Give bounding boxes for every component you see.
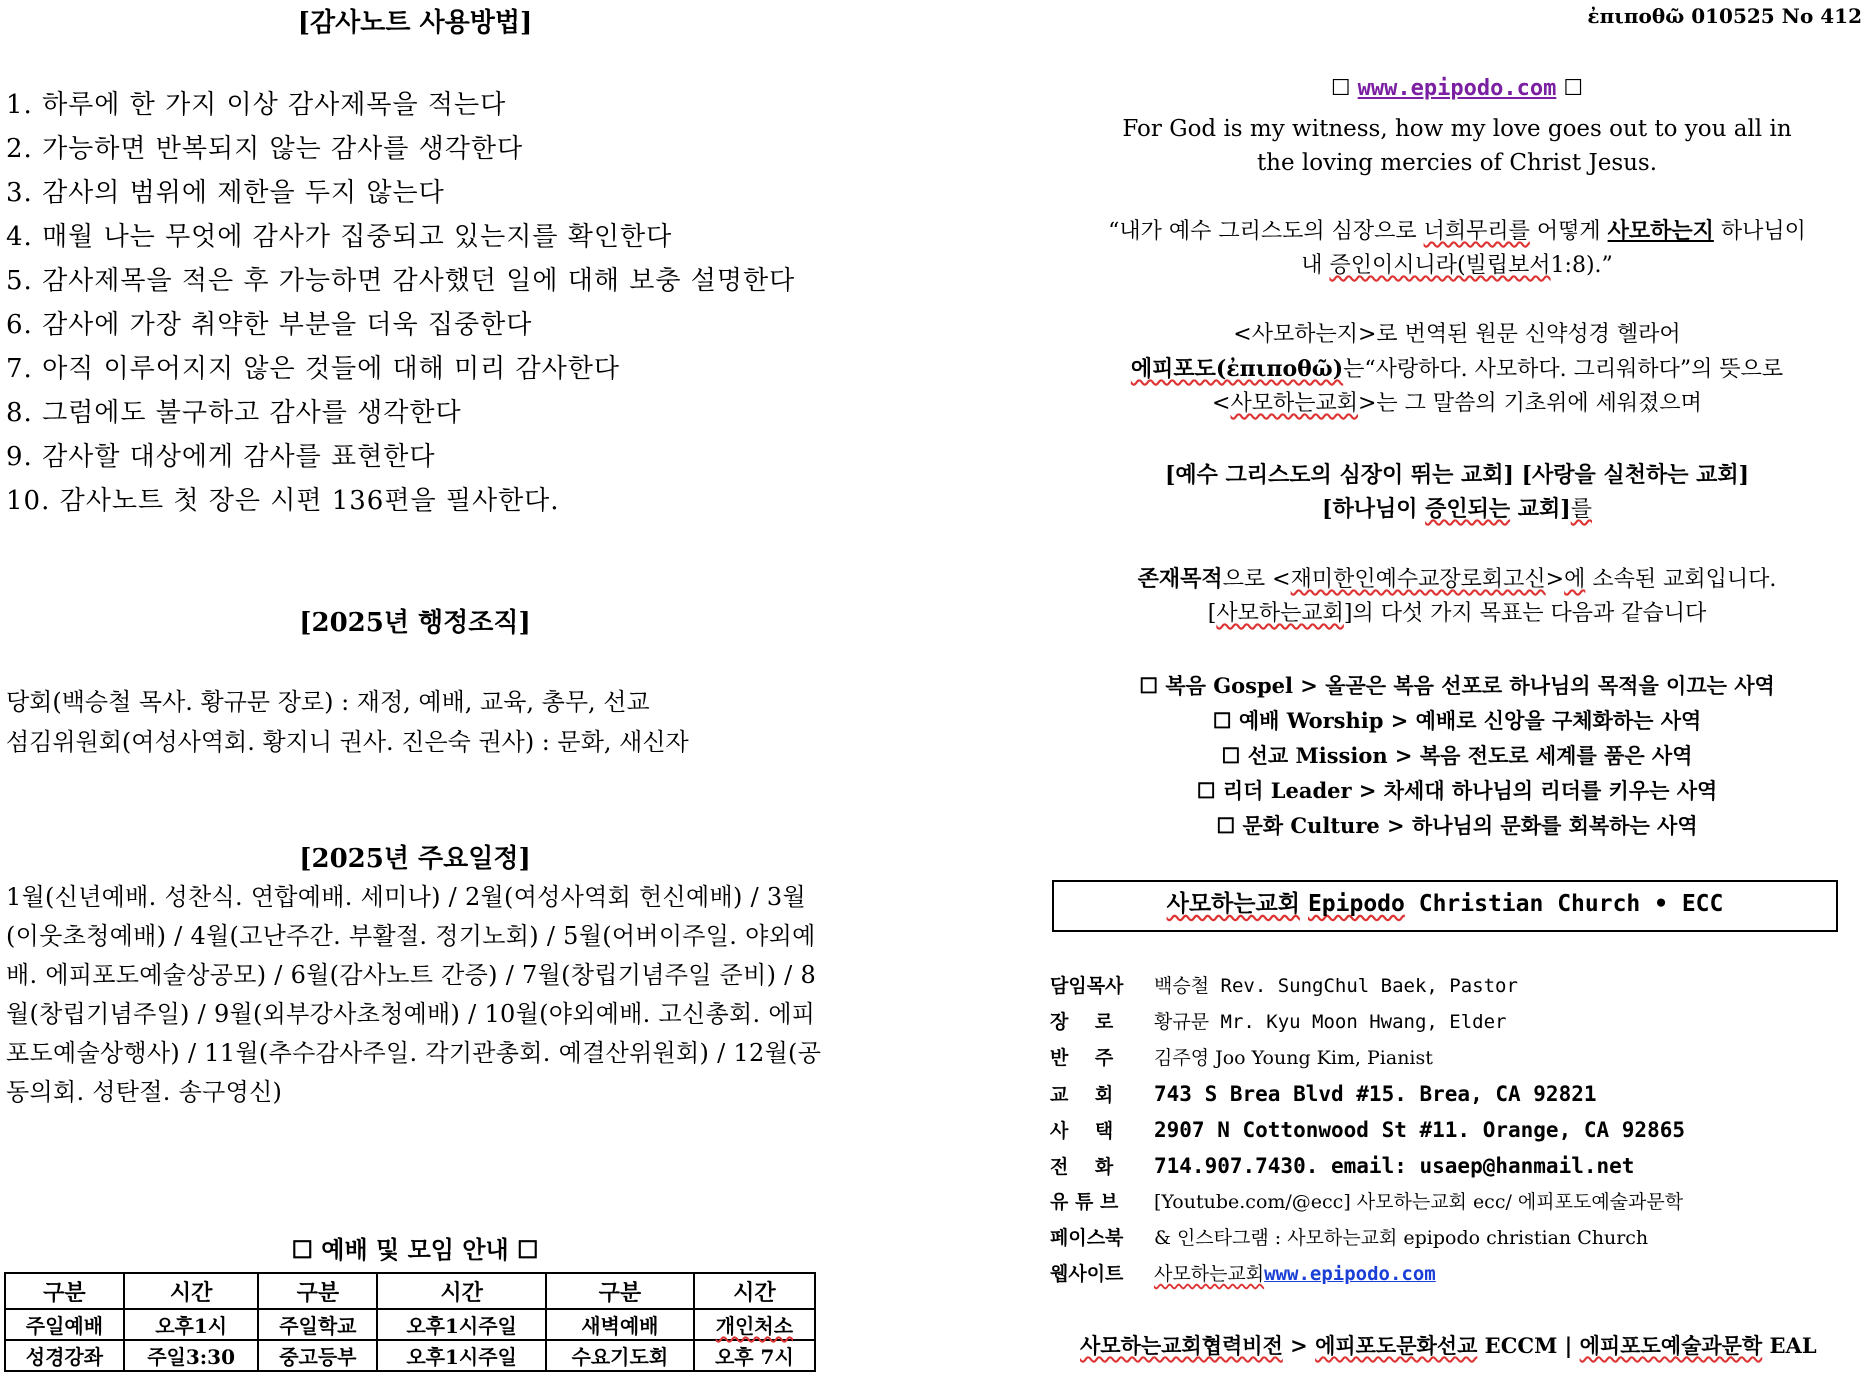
goals-list [1040,668,1874,843]
goal-leader: ☐ 리더 Leader > 차세대 하나님의 리더를 키우는 사역 [1196,778,1718,803]
info-value: & 인스타그램 : 사모하는교회 epipodo christian Church [1154,1227,1649,1249]
text-span: 으로 < [1222,567,1291,592]
info-value: 743 S Brea Blvd #15. Brea, CA 92821 [1154,1082,1597,1106]
goal-mission: ☐ 선교 Mission > 복음 전도로 세계를 품은 사역 [1221,743,1693,768]
table-header: 시간 [124,1273,259,1309]
admin-title: [2025년 행정조직] [299,608,531,638]
table-header-row [5,1273,815,1309]
info-label: 교 회 [1050,1084,1114,1106]
table-cell: 주일예배 [5,1309,124,1340]
text-span: [ [1207,601,1217,626]
table-cell: 오후1시 [124,1309,259,1340]
church-name-box [1052,880,1838,932]
text-span: 1:8).” [1550,253,1613,278]
info-value: [Youtube.com/@ecc] 사모하는교회 ecc/ 에피포도예술과문학 [1154,1191,1684,1213]
text-span: ]의 다섯 가지 목표는 다음과 같습니다 [1343,601,1707,626]
text-span: 는“사랑하다. 사모하다. 그리워하다”의 뜻으로 [1343,357,1784,382]
table-cell: 새벽예배 [546,1309,694,1340]
text-span: “내가 예수 그리스도의 심장으로 [1108,219,1424,244]
text-span: EAL [1762,1333,1817,1358]
goal-worship: ☐ 예배 Worship > 예배로 신앙을 구체화하는 사역 [1212,708,1702,733]
table-cell: 오후1시주일 [377,1340,546,1371]
service-table-title: ☐ 예배 및 모임 안내 ☐ [291,1235,539,1264]
list-item: 9. 감사할 대상에게 감사를 표현한다 [6,442,436,472]
text-span: > [1545,567,1565,592]
text-span: 어떻게 [1529,219,1608,244]
usage-title: [감사노트 사용방법] [297,8,533,38]
text-span: 증인되는 [1425,496,1511,522]
text-span: 사모하는교회 [1166,890,1300,917]
purpose-line [1040,562,1874,597]
table-cell: 중고등부 [258,1340,377,1371]
table-cell: 주일3:30 [124,1340,259,1371]
list-item: 1. 하루에 한 가지 이상 감사제목을 적는다 [6,90,507,120]
goal-gospel: ☐ 복음 Gospel > 올곧은 복음 선포로 하나님의 목적을 이끄는 사역 [1139,673,1775,698]
verse-english-line: the loving mercies of Christ Jesus. [1256,150,1658,176]
info-label: 전 화 [1050,1156,1114,1178]
verse-korean-line [1040,214,1874,249]
greek-line [1040,387,1874,421]
greek-explanation [1040,318,1874,421]
cooperation-vision [1080,1330,1817,1360]
text-span: 증인이시니라(빌립보서 [1329,253,1551,278]
info-row-website [1050,1256,1685,1292]
info-label: 페이스북 [1050,1227,1124,1249]
text-span: 사모하는교회 [1216,601,1344,626]
purpose-line [1040,597,1874,631]
text-span: ECCM | [1477,1333,1580,1358]
checkbox-icon: ☐ [1330,76,1351,101]
info-label: 웹사이트 [1050,1263,1124,1285]
text-span: 존재목적 [1137,566,1223,592]
table-cell: 오후 7시 [694,1340,815,1371]
list-item: 5. 감사제목을 적은 후 가능하면 감사했던 일에 대해 보충 설명한다 [6,266,796,296]
info-row-facebook [1050,1220,1685,1256]
text-span: 에 [1564,567,1586,592]
list-item: 8. 그럼에도 불구하고 감사를 생각한다 [6,398,462,428]
verse-english [1040,112,1874,180]
table-header: 시간 [377,1273,546,1309]
text-span: 에피포도예술과문학 [1579,1333,1763,1358]
service-table [4,1272,816,1372]
table-cell: 수요기도회 [546,1340,694,1371]
table-row [5,1309,815,1340]
motto-line: [예수 그리스도의 심장이 뛰는 교회] [사랑을 실천하는 교회] [1164,462,1750,488]
info-label: 유 튜 브 [1050,1191,1119,1213]
info-value: 황규문 Mr. Kyu Moon Hwang, Elder [1154,1011,1507,1033]
info-row-phone [1050,1148,1685,1184]
text-span: 사모하는교회 [1230,391,1358,416]
table-cell: 성경강좌 [5,1340,124,1371]
goal-culture: ☐ 문화 Culture > 하나님의 문화를 회복하는 사역 [1216,813,1698,838]
info-label: 반 주 [1050,1047,1114,1069]
verse-korean [1040,214,1874,283]
info-value: 사모하는교회 [1154,1263,1265,1285]
list-item: 10. 감사노트 첫 장은 시편 136편을 필사한다. [6,486,560,516]
list-item: 3. 감사의 범위에 제한을 두지 않는다 [6,178,445,208]
text-span: 내 [1301,253,1330,278]
list-item: 7. 아직 이루어지지 않은 것들에 대해 미리 감사한다 [6,354,620,384]
verse-korean-line [1040,249,1874,283]
text-span: Epipodo [1307,891,1405,917]
left-column [0,0,830,1396]
checkbox-icon: ☐ [1563,76,1584,101]
info-label: 장 로 [1050,1011,1114,1033]
greek-line: <사모하는지>로 번역된 원문 신약성경 헬라어 [1233,322,1681,347]
info-row-church-address [1050,1076,1685,1112]
text-span: 너희무리를 [1423,219,1530,244]
text-span: 재미한인예수교장로회고신 [1290,567,1546,592]
table-cell: 주일학교 [258,1309,377,1340]
table-cell: 개인처소 [694,1309,815,1340]
church-info [1050,968,1685,1292]
text-span: 사모하는지 [1607,218,1714,244]
info-row-pastor [1050,968,1685,1004]
table-header: 구분 [5,1273,124,1309]
schedule-title: [2025년 주요일정] [299,844,531,874]
greek-line [1040,352,1874,387]
bulletin-reference: ἐπιποθῶ 010525 No 412 [1587,4,1862,28]
right-column [1040,0,1874,1396]
list-item: 4. 매월 나는 무엇에 감사가 집중되고 있는지를 확인한다 [6,222,673,252]
text-span: Christian Church • ECC [1404,891,1724,917]
info-value: 김주영 Joo Young Kim, Pianist [1154,1047,1433,1069]
text-span: 에피포도(ἐπιποθῶ) [1130,356,1344,382]
text-span: 교회] [1510,496,1571,522]
table-header: 구분 [258,1273,377,1309]
info-row-youtube [1050,1184,1685,1220]
table-row [5,1340,815,1371]
website-link[interactable]: www.epipodo.com [1357,76,1557,101]
text-span: [하나님이 [1322,496,1426,522]
info-row-elder [1050,1004,1685,1040]
usage-list [6,86,795,526]
website-link[interactable]: www.epipodo.com [1264,1263,1436,1285]
info-value: 714.907.7430. email: usaep@hanmail.net [1154,1154,1635,1178]
info-row-pianist [1050,1040,1685,1076]
text-span: 에피포도문화선교 [1315,1333,1478,1358]
list-item: 6. 감사에 가장 취약한 부분을 더욱 집중한다 [6,310,533,340]
text-span: >는 그 말씀의 기초위에 세워졌으며 [1358,391,1702,416]
admin-line-service-committee: 섬김위원회(여성사역회. 황지니 권사. 진은숙 권사) : 문화, 새신자 [6,728,689,756]
table-header: 구분 [546,1273,694,1309]
info-value: 2907 N Cottonwood St #11. Orange, CA 92865 [1154,1118,1686,1142]
church-motto [1040,458,1874,527]
info-label: 사 택 [1050,1120,1114,1142]
text-span: < [1212,391,1231,416]
admin-line-session: 당회(백승철 목사. 황규문 장로) : 재정, 예배, 교육, 총무, 선교 [6,688,650,716]
list-item: 2. 가능하면 반복되지 않는 감사를 생각한다 [6,134,524,164]
text-span: 를 [1570,497,1592,522]
text-span [1300,890,1308,917]
verse-english-line: For God is my witness, how my love goes out to you all in [1122,116,1792,142]
schedule-text: 1월(신년예배. 성찬식. 연합예배. 세미나) / 2월(여성사역회 헌신예배) / 3월(이웃초청예배) / 4월(고난주간. 부활절. 정기노회) / 5월(어버이주일. 야외예배. 에피포도예술상공모) / 6월(감사노트 간증) / 7월(창립기념주일 준비) / 8월(창립기념주일) / 9월(외부강사초청예배) / 10월(야외예배. 고신총회. 에피포도예술상행사) / 11월(추수감사주일. 각기관총회. 예결산위원회) / 12월(공동의회. 성탄절. 송구영신) [6,883,822,1106]
text-span: 소속된 교회입니다. [1585,567,1777,592]
info-row-parsonage [1050,1112,1685,1148]
church-purpose [1040,562,1874,631]
text-span: 사모하는교회협력비전 [1080,1333,1283,1358]
info-label: 담임목사 [1050,975,1124,997]
motto-line [1040,492,1874,527]
table-header: 시간 [694,1273,815,1309]
text-span: 하나님이 [1713,219,1806,244]
info-value: 백승철 Rev. SungChul Baek, Pastor [1154,975,1518,997]
table-cell: 오후1시주일 [377,1309,546,1340]
site-line [1040,76,1874,101]
text-span: > [1282,1333,1316,1358]
